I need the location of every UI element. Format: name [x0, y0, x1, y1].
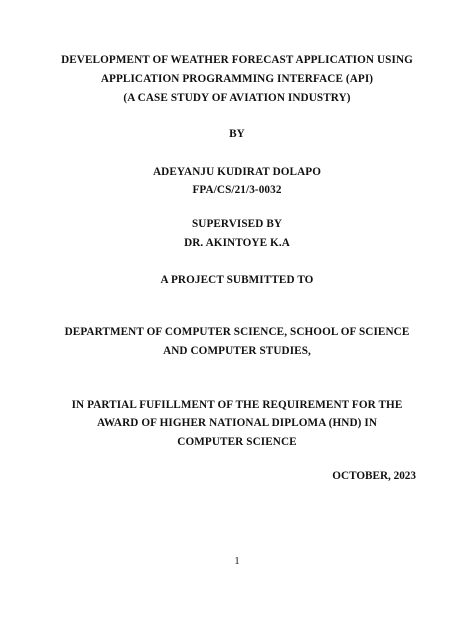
fulfillment-line-2: AWARD OF HIGHER NATIONAL DIPLOMA (HND) IN [96, 417, 378, 429]
title-line-2: APPLICATION PROGRAMMING INTERFACE (API) [100, 73, 374, 85]
fulfillment-line-3: COMPUTER SCIENCE [177, 436, 297, 448]
title-line-1: DEVELOPMENT OF WEATHER FORECAST APPLICATION USING [61, 54, 413, 66]
title-line-3: (A CASE STUDY OF AVIATION INDUSTRY) [123, 92, 351, 104]
author-matric-number: FPA/CS/21/3-0032 [192, 184, 282, 196]
supervisor-name: DR. AKINTOYE K.A [184, 237, 290, 249]
by-label: BY [229, 128, 245, 140]
department-line-2: AND COMPUTER STUDIES, [163, 345, 311, 357]
page-number: 1 [234, 556, 240, 567]
submitted-to-label: A PROJECT SUBMITTED TO [160, 274, 314, 286]
fulfillment-line-1: IN PARTIAL FUFILLMENT OF THE REQUIREMENT FOR THE [71, 399, 403, 411]
department-line-1: DEPARTMENT OF COMPUTER SCIENCE, SCHOOL OF SCIENCE [64, 326, 410, 338]
supervised-by-label: SUPERVISED BY [191, 218, 283, 230]
author-name: ADEYANJU KUDIRAT DOLAPO [152, 166, 322, 178]
submission-date: OCTOBER, 2023 [332, 470, 416, 482]
